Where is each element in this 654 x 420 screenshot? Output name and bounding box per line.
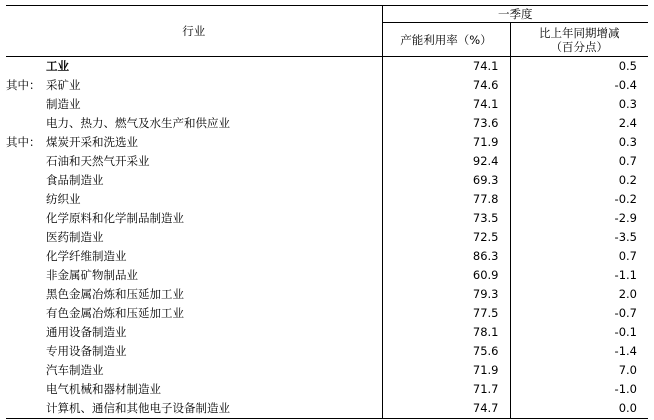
industry-label bbox=[6, 57, 382, 76]
industry-prefix: 其中： bbox=[6, 78, 41, 92]
industry-cell bbox=[6, 323, 382, 342]
industry-name: 纺织业 bbox=[46, 192, 81, 206]
industry-name: 制造业 bbox=[46, 97, 81, 111]
industry-name: 化学纤维制造业 bbox=[46, 249, 127, 263]
industry-label bbox=[6, 285, 382, 304]
yoy-change-cell: 7.0 bbox=[618, 363, 637, 377]
utilization-rate-cell: 71.9 bbox=[382, 133, 510, 152]
industry-label bbox=[6, 380, 382, 399]
industry-name: 工业 bbox=[46, 59, 69, 73]
industry-cell bbox=[6, 171, 382, 190]
table-row bbox=[6, 209, 648, 228]
utilization-rate-cell: 74.6 bbox=[382, 76, 510, 95]
industry-name: 黑色金属冶炼和压延加工业 bbox=[46, 287, 184, 301]
table-row bbox=[6, 399, 648, 419]
industry-label bbox=[6, 399, 382, 418]
capacity-utilization-table-container bbox=[6, 5, 648, 419]
utilization-rate-cell: 77.5 bbox=[382, 304, 510, 323]
yoy-change-cell: 2.0 bbox=[618, 287, 637, 301]
utilization-rate-cell: 72.5 bbox=[382, 228, 510, 247]
header-quarter: 一季度 bbox=[382, 6, 648, 23]
industry-cell bbox=[6, 95, 382, 114]
yoy-change-cell: 0.3 bbox=[618, 135, 637, 149]
utilization-rate-cell: 74.1 bbox=[382, 57, 510, 77]
table-row bbox=[6, 171, 648, 190]
industry-cell bbox=[6, 209, 382, 228]
industry-label bbox=[6, 361, 382, 380]
industry-label bbox=[6, 133, 382, 152]
industry-name: 计算机、通信和其他电子设备制造业 bbox=[46, 401, 230, 415]
industry-cell bbox=[6, 266, 382, 285]
yoy-change-cell: 0.2 bbox=[618, 173, 637, 187]
industry-name: 专用设备制造业 bbox=[46, 344, 127, 358]
header-yoy-change-line2: （百分点） bbox=[550, 39, 608, 54]
table-row bbox=[6, 76, 648, 95]
industry-cell bbox=[6, 190, 382, 209]
utilization-rate-cell: 73.6 bbox=[382, 114, 510, 133]
table-body bbox=[6, 57, 648, 419]
yoy-change-cell: -0.7 bbox=[614, 306, 637, 320]
industry-label bbox=[6, 266, 382, 285]
yoy-change-cell: -0.4 bbox=[614, 78, 637, 92]
industry-cell bbox=[6, 361, 382, 380]
table-row bbox=[6, 57, 648, 77]
industry-name: 汽车制造业 bbox=[46, 363, 104, 377]
industry-label bbox=[6, 190, 382, 209]
industry-cell bbox=[6, 342, 382, 361]
industry-cell bbox=[6, 76, 382, 95]
industry-label bbox=[6, 171, 382, 190]
industry-cell bbox=[6, 114, 382, 133]
industry-cell bbox=[6, 399, 382, 419]
industry-cell bbox=[6, 247, 382, 266]
header-industry: 行业 bbox=[6, 6, 382, 57]
utilization-rate-cell: 86.3 bbox=[382, 247, 510, 266]
utilization-rate-cell: 77.8 bbox=[382, 190, 510, 209]
utilization-rate-cell: 75.6 bbox=[382, 342, 510, 361]
table-row bbox=[6, 152, 648, 171]
industry-label bbox=[6, 152, 382, 171]
industry-label bbox=[6, 228, 382, 247]
industry-name: 电气机械和器材制造业 bbox=[46, 382, 161, 396]
industry-label bbox=[6, 114, 382, 133]
industry-label bbox=[6, 76, 382, 95]
utilization-rate-cell: 74.1 bbox=[382, 95, 510, 114]
header-yoy-change bbox=[510, 23, 648, 57]
utilization-rate-cell: 71.7 bbox=[382, 380, 510, 399]
capacity-utilization-table bbox=[6, 5, 648, 419]
industry-name: 化学原料和化学制品制造业 bbox=[46, 211, 184, 225]
industry-cell bbox=[6, 228, 382, 247]
industry-name: 电力、热力、燃气及水生产和供应业 bbox=[46, 116, 230, 130]
yoy-change-cell: -2.9 bbox=[614, 211, 637, 225]
industry-prefix: 其中： bbox=[6, 135, 41, 149]
utilization-rate-cell: 79.3 bbox=[382, 285, 510, 304]
utilization-rate-cell: 74.7 bbox=[382, 399, 510, 419]
industry-name: 石油和天然气开采业 bbox=[46, 154, 150, 168]
industry-label bbox=[6, 209, 382, 228]
yoy-change-cell: 0.3 bbox=[618, 97, 637, 111]
industry-label bbox=[6, 342, 382, 361]
table-header bbox=[6, 6, 648, 57]
yoy-change-cell: 0.5 bbox=[618, 59, 637, 73]
industry-name: 通用设备制造业 bbox=[46, 325, 127, 339]
table-row bbox=[6, 380, 648, 399]
industry-cell bbox=[6, 304, 382, 323]
industry-name: 医药制造业 bbox=[46, 230, 104, 244]
table-row bbox=[6, 285, 648, 304]
table-row bbox=[6, 114, 648, 133]
industry-name: 采矿业 bbox=[46, 78, 81, 92]
yoy-change-cell: 2.4 bbox=[618, 116, 637, 130]
industry-cell bbox=[6, 133, 382, 152]
utilization-rate-cell: 71.9 bbox=[382, 361, 510, 380]
industry-cell bbox=[6, 57, 382, 77]
industry-label bbox=[6, 247, 382, 266]
utilization-rate-cell: 78.1 bbox=[382, 323, 510, 342]
header-utilization-rate: 产能利用率（%） bbox=[382, 23, 510, 57]
industry-label bbox=[6, 323, 382, 342]
industry-name: 有色金属冶炼和压延加工业 bbox=[46, 306, 184, 320]
industry-cell bbox=[6, 285, 382, 304]
industry-name: 煤炭开采和洗选业 bbox=[46, 135, 138, 149]
yoy-change-cell: -0.2 bbox=[614, 192, 637, 206]
industry-name: 非金属矿物制品业 bbox=[46, 268, 138, 282]
industry-label bbox=[6, 304, 382, 323]
industry-label bbox=[6, 95, 382, 114]
yoy-change-cell: -1.4 bbox=[614, 344, 637, 358]
table-row bbox=[6, 266, 648, 285]
table-row bbox=[6, 190, 648, 209]
industry-cell bbox=[6, 152, 382, 171]
table-row bbox=[6, 95, 648, 114]
table-row bbox=[6, 361, 648, 380]
table-row bbox=[6, 133, 648, 152]
yoy-change-cell: -3.5 bbox=[614, 230, 637, 244]
yoy-change-cell: -0.1 bbox=[614, 325, 637, 339]
yoy-change-cell: -1.1 bbox=[614, 268, 637, 282]
table-row bbox=[6, 247, 648, 266]
yoy-change-cell: 0.7 bbox=[618, 154, 637, 168]
table-row bbox=[6, 304, 648, 323]
yoy-change-cell: 0.0 bbox=[510, 399, 648, 419]
industry-cell bbox=[6, 380, 382, 399]
header-yoy-change-line1: 比上年同期增减 bbox=[539, 25, 620, 40]
yoy-change-cell: -1.0 bbox=[614, 382, 637, 396]
table-row bbox=[6, 323, 648, 342]
utilization-rate-cell: 92.4 bbox=[382, 152, 510, 171]
table-row bbox=[6, 342, 648, 361]
table-row bbox=[6, 228, 648, 247]
industry-name: 食品制造业 bbox=[46, 173, 104, 187]
utilization-rate-cell: 60.9 bbox=[382, 266, 510, 285]
utilization-rate-cell: 73.5 bbox=[382, 209, 510, 228]
utilization-rate-cell: 69.3 bbox=[382, 171, 510, 190]
yoy-change-cell: 0.7 bbox=[618, 249, 637, 263]
